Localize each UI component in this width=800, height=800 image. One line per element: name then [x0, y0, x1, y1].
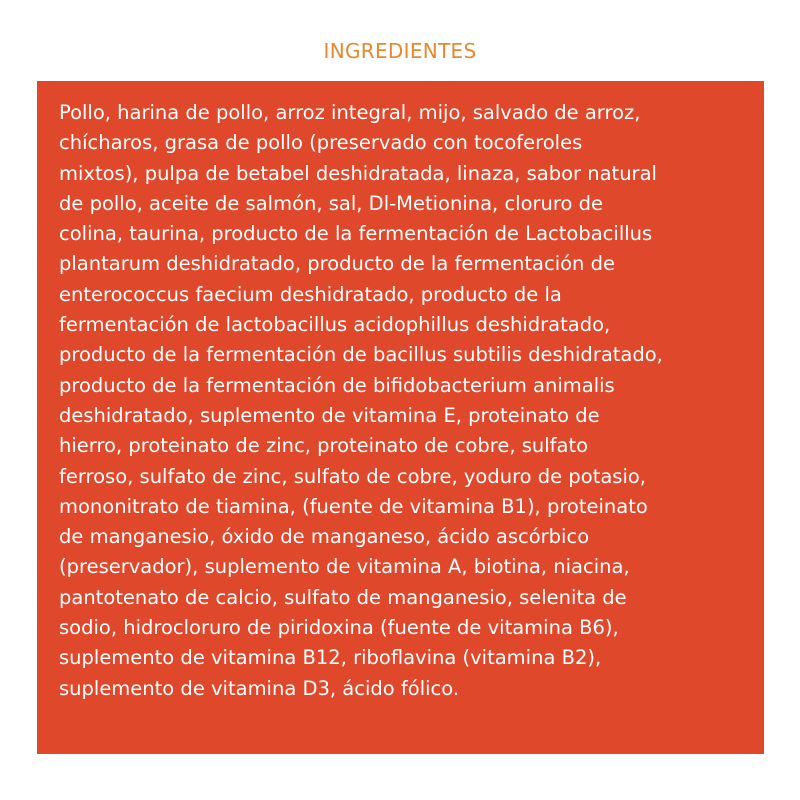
ingredients-line: suplemento de vitamina D3, ácido fólico.: [59, 676, 460, 700]
ingredients-line: chícharos, grasa de pollo (preservado con tocoferoles: [59, 131, 583, 155]
ingredients-panel: [37, 81, 764, 754]
ingredients-line: hierro, proteinato de zinc, proteinato de cobre, sulfato: [59, 434, 589, 458]
ingredients-line: Pollo, harina de pollo, arroz integral, mijo, salvado de arroz,: [59, 101, 641, 124]
ingredients-title: INGREDIENTES: [323, 39, 477, 63]
ingredients-line: producto de la fermentación de bifidobacterium animalis: [59, 373, 615, 397]
ingredients-line: pantotenato de calcio, sulfato de manganesio, selenita de: [59, 585, 627, 609]
ingredients-line: colina, taurina, producto de la fermentación de Lactobacillus: [59, 222, 653, 246]
ingredients-line: suplemento de vitamina B12, riboflavina (vitamina B2),: [59, 646, 602, 670]
ingredients-text: [59, 98, 746, 704]
ingredients-line: de pollo, aceite de salmón, sal, Dl-Metionina, cloruro de: [59, 191, 603, 215]
ingredients-line: mononitrato de tiamina, (fuente de vitamina B1), proteinato: [59, 494, 648, 518]
ingredients-line: deshidratado, suplemento de vitamina E, proteinato de: [59, 403, 600, 427]
ingredients-line: fermentación de lactobacillus acidophillus deshidratado,: [59, 313, 611, 337]
ingredients-line: mixtos), pulpa de betabel deshidratada, linaza, sabor natural: [59, 161, 657, 185]
ingredients-line: enterococcus faecium deshidratado, producto de la: [59, 282, 562, 306]
ingredients-line: sodio, hidrocloruro de piridoxina (fuente de vitamina B6),: [59, 616, 619, 640]
ingredients-line: de manganesio, óxido de manganeso, ácido ascórbico: [59, 525, 590, 549]
ingredients-line: ferroso, sulfato de zinc, sulfato de cobre, yoduro de potasio,: [59, 464, 646, 488]
ingredients-line: producto de la fermentación de bacillus subtilis deshidratado,: [59, 343, 663, 367]
ingredients-line: (preservador), suplemento de vitamina A, biotina, niacina,: [59, 555, 630, 579]
ingredients-line: plantarum deshidratado, producto de la fermentación de: [59, 252, 615, 276]
